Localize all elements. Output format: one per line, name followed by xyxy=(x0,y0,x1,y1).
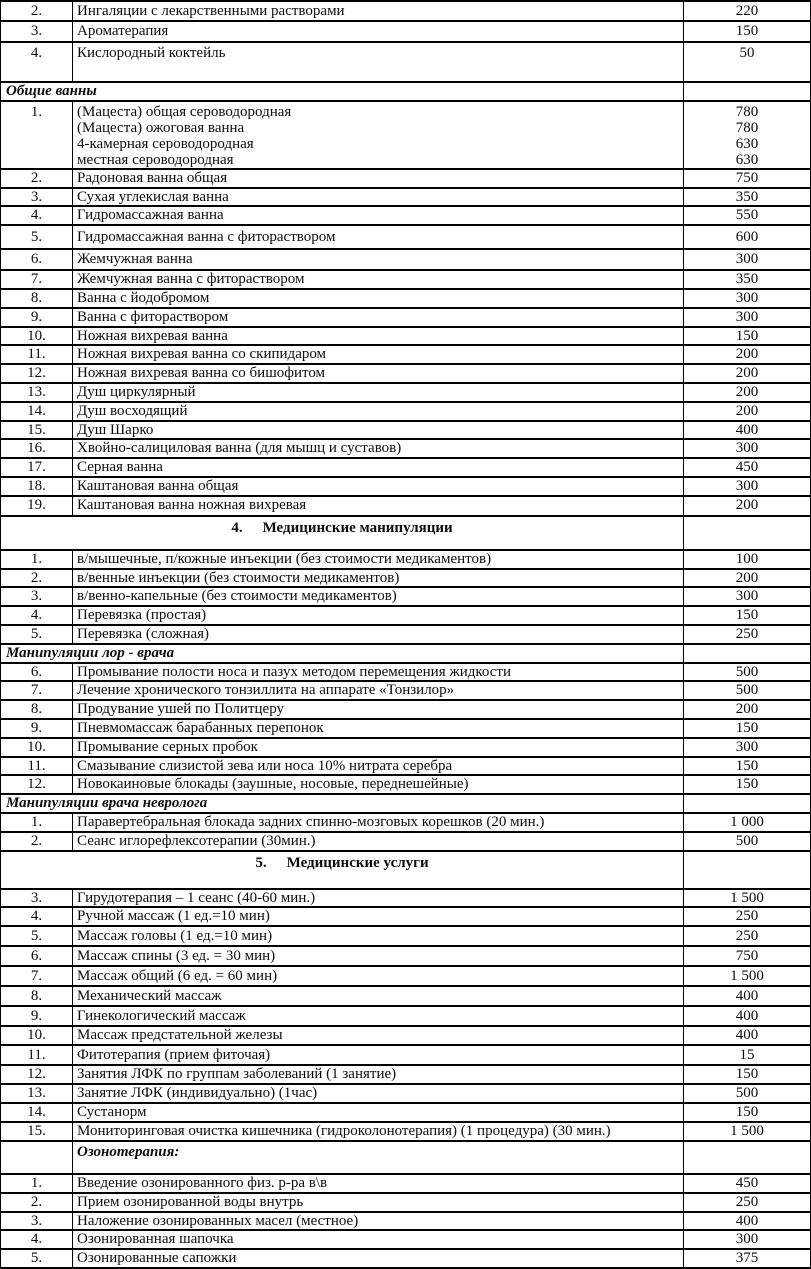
service-name: Каштановая ванна ножная вихревая xyxy=(73,496,684,516)
service-price: 630 xyxy=(735,151,759,168)
service-name: Радоновая ванна общая xyxy=(73,169,684,188)
service-price: 200 xyxy=(684,569,811,588)
table-row xyxy=(1,907,811,926)
row-number: 7. xyxy=(1,966,73,986)
table-row xyxy=(1,1065,811,1084)
table-row xyxy=(1,496,811,516)
table-row xyxy=(1,82,811,101)
row-number: 17. xyxy=(1,458,73,477)
table-row xyxy=(1,1249,811,1268)
service-price: 200 xyxy=(684,364,811,383)
service-name: Перевязка (сложная) xyxy=(73,625,684,644)
table-row xyxy=(1,1103,811,1122)
service-price: 200 xyxy=(684,383,811,402)
row-number: 8. xyxy=(1,986,73,1006)
table-row xyxy=(1,421,811,440)
row-number: 9. xyxy=(1,308,73,327)
service-price: 350 xyxy=(684,188,811,207)
row-number: 2. xyxy=(1,169,73,188)
service-price: 630 xyxy=(735,135,759,152)
table-row xyxy=(1,1122,811,1141)
table-row xyxy=(1,832,811,851)
row-number: 1. xyxy=(1,550,73,569)
table-row xyxy=(1,775,811,794)
section-number: 5. xyxy=(255,854,267,871)
row-number: 2. xyxy=(1,832,73,851)
service-name: Занятие ЛФК (индивидуально) (1час) xyxy=(73,1084,684,1103)
service-name: Прием озонированной воды внутрь xyxy=(73,1193,684,1212)
service-name: Ингаляции с лекарственными растворами xyxy=(73,1,684,21)
table-row xyxy=(1,345,811,364)
table-row xyxy=(1,757,811,776)
service-name: Массаж спины (3 ед. = 30 мин) xyxy=(73,946,684,966)
row-number: 19. xyxy=(1,496,73,516)
service-name: Жемчужная ванна xyxy=(73,249,684,270)
service-name: Сустанорм xyxy=(73,1103,684,1122)
service-name: Душ циркулярный xyxy=(73,383,684,402)
service-name: Лечение хронического тонзиллита на аппарате «Тонзилор» xyxy=(73,681,684,700)
table-row xyxy=(1,169,811,188)
table-row xyxy=(1,966,811,986)
service-name: Душ Шарко xyxy=(73,421,684,440)
service-name: 4-камерная сероводородная xyxy=(77,135,254,152)
service-name: Озонированные сапожки xyxy=(73,1249,684,1268)
row-number: 13. xyxy=(1,383,73,402)
row-number: 2. xyxy=(1,1,73,21)
service-name: Ручной массаж (1 ед.=10 мин) xyxy=(73,907,684,926)
row-number: 10. xyxy=(1,1026,73,1045)
section-title: Манипуляции врача невролога xyxy=(1,794,684,813)
service-name: Смазывание слизистой зева или носа 10% нитрата серебра xyxy=(73,757,684,776)
row-number: 3. xyxy=(1,587,73,606)
row-number: 6. xyxy=(1,249,73,270)
service-price: 150 xyxy=(684,775,811,794)
service-price: 300 xyxy=(684,738,811,757)
table-row xyxy=(1,700,811,719)
table-row xyxy=(1,477,811,496)
service-price: 500 xyxy=(684,832,811,851)
service-price: 200 xyxy=(684,496,811,516)
table-row xyxy=(1,21,811,42)
table-row xyxy=(1,719,811,738)
subsection-title: Озонотерапия: xyxy=(73,1141,684,1174)
service-name: Гидромассажная ванна xyxy=(73,206,684,225)
service-price: 1 500 xyxy=(684,889,811,908)
row-number: 4. xyxy=(1,907,73,926)
table-row xyxy=(1,1193,811,1212)
table-row xyxy=(1,889,811,908)
service-price: 250 xyxy=(684,625,811,644)
section-heading xyxy=(1,516,684,550)
service-name: Паравертебральная блокада задних спинно-мозговых корешков (20 мин.) xyxy=(73,813,684,832)
service-name: Гинекологический массаж xyxy=(73,1006,684,1026)
table-row xyxy=(1,606,811,625)
row-number: 13. xyxy=(1,1084,73,1103)
table-row xyxy=(1,681,811,700)
service-name: Ножная вихревая ванна xyxy=(73,327,684,346)
service-name: Пневмомассаж барабанных перепонок xyxy=(73,719,684,738)
service-name: Ароматерапия xyxy=(73,21,684,42)
service-name: Промывание серных пробок xyxy=(73,738,684,757)
row-number: 2. xyxy=(1,1193,73,1212)
service-price: 1 500 xyxy=(684,1122,811,1141)
row-number: 5. xyxy=(1,625,73,644)
service-name: Ванна с йодобромом xyxy=(73,289,684,308)
service-price: 750 xyxy=(684,946,811,966)
service-name: Введение озонированного физ. р-ра в\в xyxy=(73,1174,684,1193)
table-row xyxy=(1,625,811,644)
service-price: 300 xyxy=(684,249,811,270)
row-number: 3. xyxy=(1,1212,73,1231)
service-price: 500 xyxy=(684,663,811,682)
service-price: 50 xyxy=(684,42,811,82)
service-name: Новокаиновые блокады (заушные, носовые, переднешейные) xyxy=(73,775,684,794)
service-price: 780 xyxy=(735,103,759,120)
row-number: 12. xyxy=(1,364,73,383)
row-number: 11. xyxy=(1,1045,73,1065)
service-price: 350 xyxy=(684,270,811,289)
service-name: в/венные инъекции (без стоимости медикаментов) xyxy=(73,569,684,588)
service-name: Кислородный коктейль xyxy=(73,42,684,82)
service-price: 150 xyxy=(684,757,811,776)
row-number: 5. xyxy=(1,1249,73,1268)
table-row xyxy=(1,1045,811,1065)
service-price: 400 xyxy=(684,421,811,440)
table-row xyxy=(1,1212,811,1231)
row-number: 7. xyxy=(1,681,73,700)
service-name: Продувание ушей по Политцеру xyxy=(73,700,684,719)
table-row xyxy=(1,1026,811,1045)
service-price: 375 xyxy=(684,1249,811,1268)
table-row xyxy=(1,569,811,588)
table-row xyxy=(1,364,811,383)
table-row xyxy=(1,327,811,346)
service-price: 1 500 xyxy=(684,966,811,986)
service-price: 300 xyxy=(684,477,811,496)
service-name: Механический массаж xyxy=(73,986,684,1006)
service-price: 300 xyxy=(684,1230,811,1249)
row-number: 9. xyxy=(1,1006,73,1026)
table-row xyxy=(1,101,811,169)
table-row xyxy=(1,663,811,682)
service-price: 500 xyxy=(684,1084,811,1103)
service-name: Хвойно-салициловая ванна (для мышц и суставов) xyxy=(73,439,684,458)
table-row xyxy=(1,946,811,966)
table-row xyxy=(1,550,811,569)
service-name: Сеанс иглорефлексотерапии (30мин.) xyxy=(73,832,684,851)
service-price: 150 xyxy=(684,21,811,42)
service-name: Ножная вихревая ванна со бишофитом xyxy=(73,364,684,383)
service-name: Массаж головы (1 ед.=10 мин) xyxy=(73,926,684,946)
table-row xyxy=(1,439,811,458)
service-price: 150 xyxy=(684,606,811,625)
table-row xyxy=(1,1006,811,1026)
service-price: 780 xyxy=(735,119,759,136)
service-name: местная сероводородная xyxy=(77,151,234,168)
row-number: 3. xyxy=(1,188,73,207)
row-number: 10. xyxy=(1,738,73,757)
row-number: 4. xyxy=(1,206,73,225)
service-name: Мониторинговая очистка кишечника (гидроколонотерапия) (1 процедура) (30 мин.) xyxy=(73,1122,684,1141)
row-number: 1. xyxy=(1,1174,73,1193)
section-heading xyxy=(1,851,684,889)
row-number: 6. xyxy=(1,946,73,966)
row-number: 8. xyxy=(1,700,73,719)
row-number-empty xyxy=(1,1141,73,1174)
service-price: 300 xyxy=(684,289,811,308)
row-number: 3. xyxy=(1,889,73,908)
table-row xyxy=(1,249,811,270)
section-title: Манипуляции лор - врача xyxy=(1,644,684,663)
service-price: 150 xyxy=(684,327,811,346)
service-name: Наложение озонированных масел (местное) xyxy=(73,1212,684,1231)
table-row xyxy=(1,188,811,207)
table-row xyxy=(1,206,811,225)
row-number: 1. xyxy=(1,813,73,832)
table-row xyxy=(1,1174,811,1193)
table-row xyxy=(1,516,811,550)
service-name: Занятия ЛФК по группам заболеваний (1 занятие) xyxy=(73,1065,684,1084)
service-price: 150 xyxy=(684,1065,811,1084)
table-row xyxy=(1,1230,811,1249)
section-heading-label: Медицинские манипуляции xyxy=(262,519,453,536)
section-price-empty xyxy=(684,1141,811,1174)
service-price: 220 xyxy=(684,1,811,21)
section-price-empty xyxy=(684,82,811,101)
table-row xyxy=(1,926,811,946)
row-number: 4. xyxy=(1,606,73,625)
service-price: 300 xyxy=(684,439,811,458)
section-price-empty xyxy=(684,516,811,550)
service-price: 200 xyxy=(684,700,811,719)
table-row xyxy=(1,289,811,308)
service-price: 100 xyxy=(684,550,811,569)
row-number: 2. xyxy=(1,569,73,588)
service-name: Ножная вихревая ванна со скипидаром xyxy=(73,345,684,364)
service-name: Фитотерапия (прием фиточая) xyxy=(73,1045,684,1065)
section-price-empty xyxy=(684,644,811,663)
service-name: в/мышечные, п/кожные инъекции (без стоимости медикаментов) xyxy=(73,550,684,569)
row-number: 4. xyxy=(1,1230,73,1249)
service-name: Массаж общий (6 ед. = 60 мин) xyxy=(73,966,684,986)
section-price-empty xyxy=(684,851,811,889)
service-price: 450 xyxy=(684,1174,811,1193)
row-number: 8. xyxy=(1,289,73,308)
service-price: 750 xyxy=(684,169,811,188)
service-name: Промывание полости носа и пазух методом перемещения жидкости xyxy=(73,663,684,682)
service-price: 500 xyxy=(684,681,811,700)
service-price: 250 xyxy=(684,1193,811,1212)
row-number: 12. xyxy=(1,1065,73,1084)
service-name: (Мацеста) общая сероводородная xyxy=(77,103,292,120)
service-name: Гидромассажная ванна с фитораствором xyxy=(73,225,684,249)
row-number: 7. xyxy=(1,270,73,289)
service-name: Гирудотерапия – 1 сеанс (40-60 мин.) xyxy=(73,889,684,908)
table-row xyxy=(1,1084,811,1103)
table-row xyxy=(1,1,811,21)
service-name: Каштановая ванна общая xyxy=(73,477,684,496)
table-row xyxy=(1,1141,811,1174)
section-price-empty xyxy=(684,794,811,813)
table-row xyxy=(1,383,811,402)
row-number: 6. xyxy=(1,663,73,682)
service-price-group xyxy=(684,101,811,169)
service-price: 1 000 xyxy=(684,813,811,832)
service-price: 300 xyxy=(684,587,811,606)
service-price: 15 xyxy=(684,1045,811,1065)
row-number: 5. xyxy=(1,926,73,946)
service-name: Ванна с фитораствором xyxy=(73,308,684,327)
service-price: 250 xyxy=(684,907,811,926)
row-number: 14. xyxy=(1,402,73,421)
table-row xyxy=(1,402,811,421)
service-price: 400 xyxy=(684,1212,811,1231)
row-number: 1. xyxy=(1,101,73,169)
service-price: 400 xyxy=(684,1026,811,1045)
table-row xyxy=(1,270,811,289)
service-price: 250 xyxy=(684,926,811,946)
service-price: 400 xyxy=(684,986,811,1006)
table-row xyxy=(1,794,811,813)
table-row xyxy=(1,458,811,477)
service-price: 400 xyxy=(684,1006,811,1026)
row-number: 12. xyxy=(1,775,73,794)
price-table-body xyxy=(1,1,811,1268)
row-number: 15. xyxy=(1,1122,73,1141)
service-name: Массаж предстательной железы xyxy=(73,1026,684,1045)
table-row xyxy=(1,587,811,606)
section-title: Общие ванны xyxy=(1,82,684,101)
section-number: 4. xyxy=(231,519,243,536)
row-number: 14. xyxy=(1,1103,73,1122)
table-row xyxy=(1,738,811,757)
service-price: 550 xyxy=(684,206,811,225)
service-price: 450 xyxy=(684,458,811,477)
row-number: 16. xyxy=(1,439,73,458)
service-price: 200 xyxy=(684,402,811,421)
table-row xyxy=(1,644,811,663)
table-row xyxy=(1,225,811,249)
row-number: 15. xyxy=(1,421,73,440)
table-row xyxy=(1,851,811,889)
table-row xyxy=(1,42,811,82)
row-number: 3. xyxy=(1,21,73,42)
row-number: 4. xyxy=(1,42,73,82)
row-number: 11. xyxy=(1,757,73,776)
table-row xyxy=(1,986,811,1006)
service-name: Серная ванна xyxy=(73,458,684,477)
service-name: Перевязка (простая) xyxy=(73,606,684,625)
service-name: (Мацеста) ожоговая ванна xyxy=(77,119,245,136)
section-heading-label: Медицинские услуги xyxy=(286,854,429,871)
service-name-group xyxy=(73,101,684,169)
row-number: 10. xyxy=(1,327,73,346)
service-price: 200 xyxy=(684,345,811,364)
service-name: Озонированная шапочка xyxy=(73,1230,684,1249)
service-name: Сухая углекислая ванна xyxy=(73,188,684,207)
row-number: 11. xyxy=(1,345,73,364)
row-number: 18. xyxy=(1,477,73,496)
service-price: 150 xyxy=(684,719,811,738)
service-price: 600 xyxy=(684,225,811,249)
row-number: 5. xyxy=(1,225,73,249)
service-name: в/венно-капельные (без стоимости медикаментов) xyxy=(73,587,684,606)
service-name: Жемчужная ванна с фитораствором xyxy=(73,270,684,289)
row-number: 9. xyxy=(1,719,73,738)
service-name: Душ восходящий xyxy=(73,402,684,421)
service-price: 150 xyxy=(684,1103,811,1122)
table-row xyxy=(1,813,811,832)
table-row xyxy=(1,308,811,327)
service-price: 300 xyxy=(684,308,811,327)
